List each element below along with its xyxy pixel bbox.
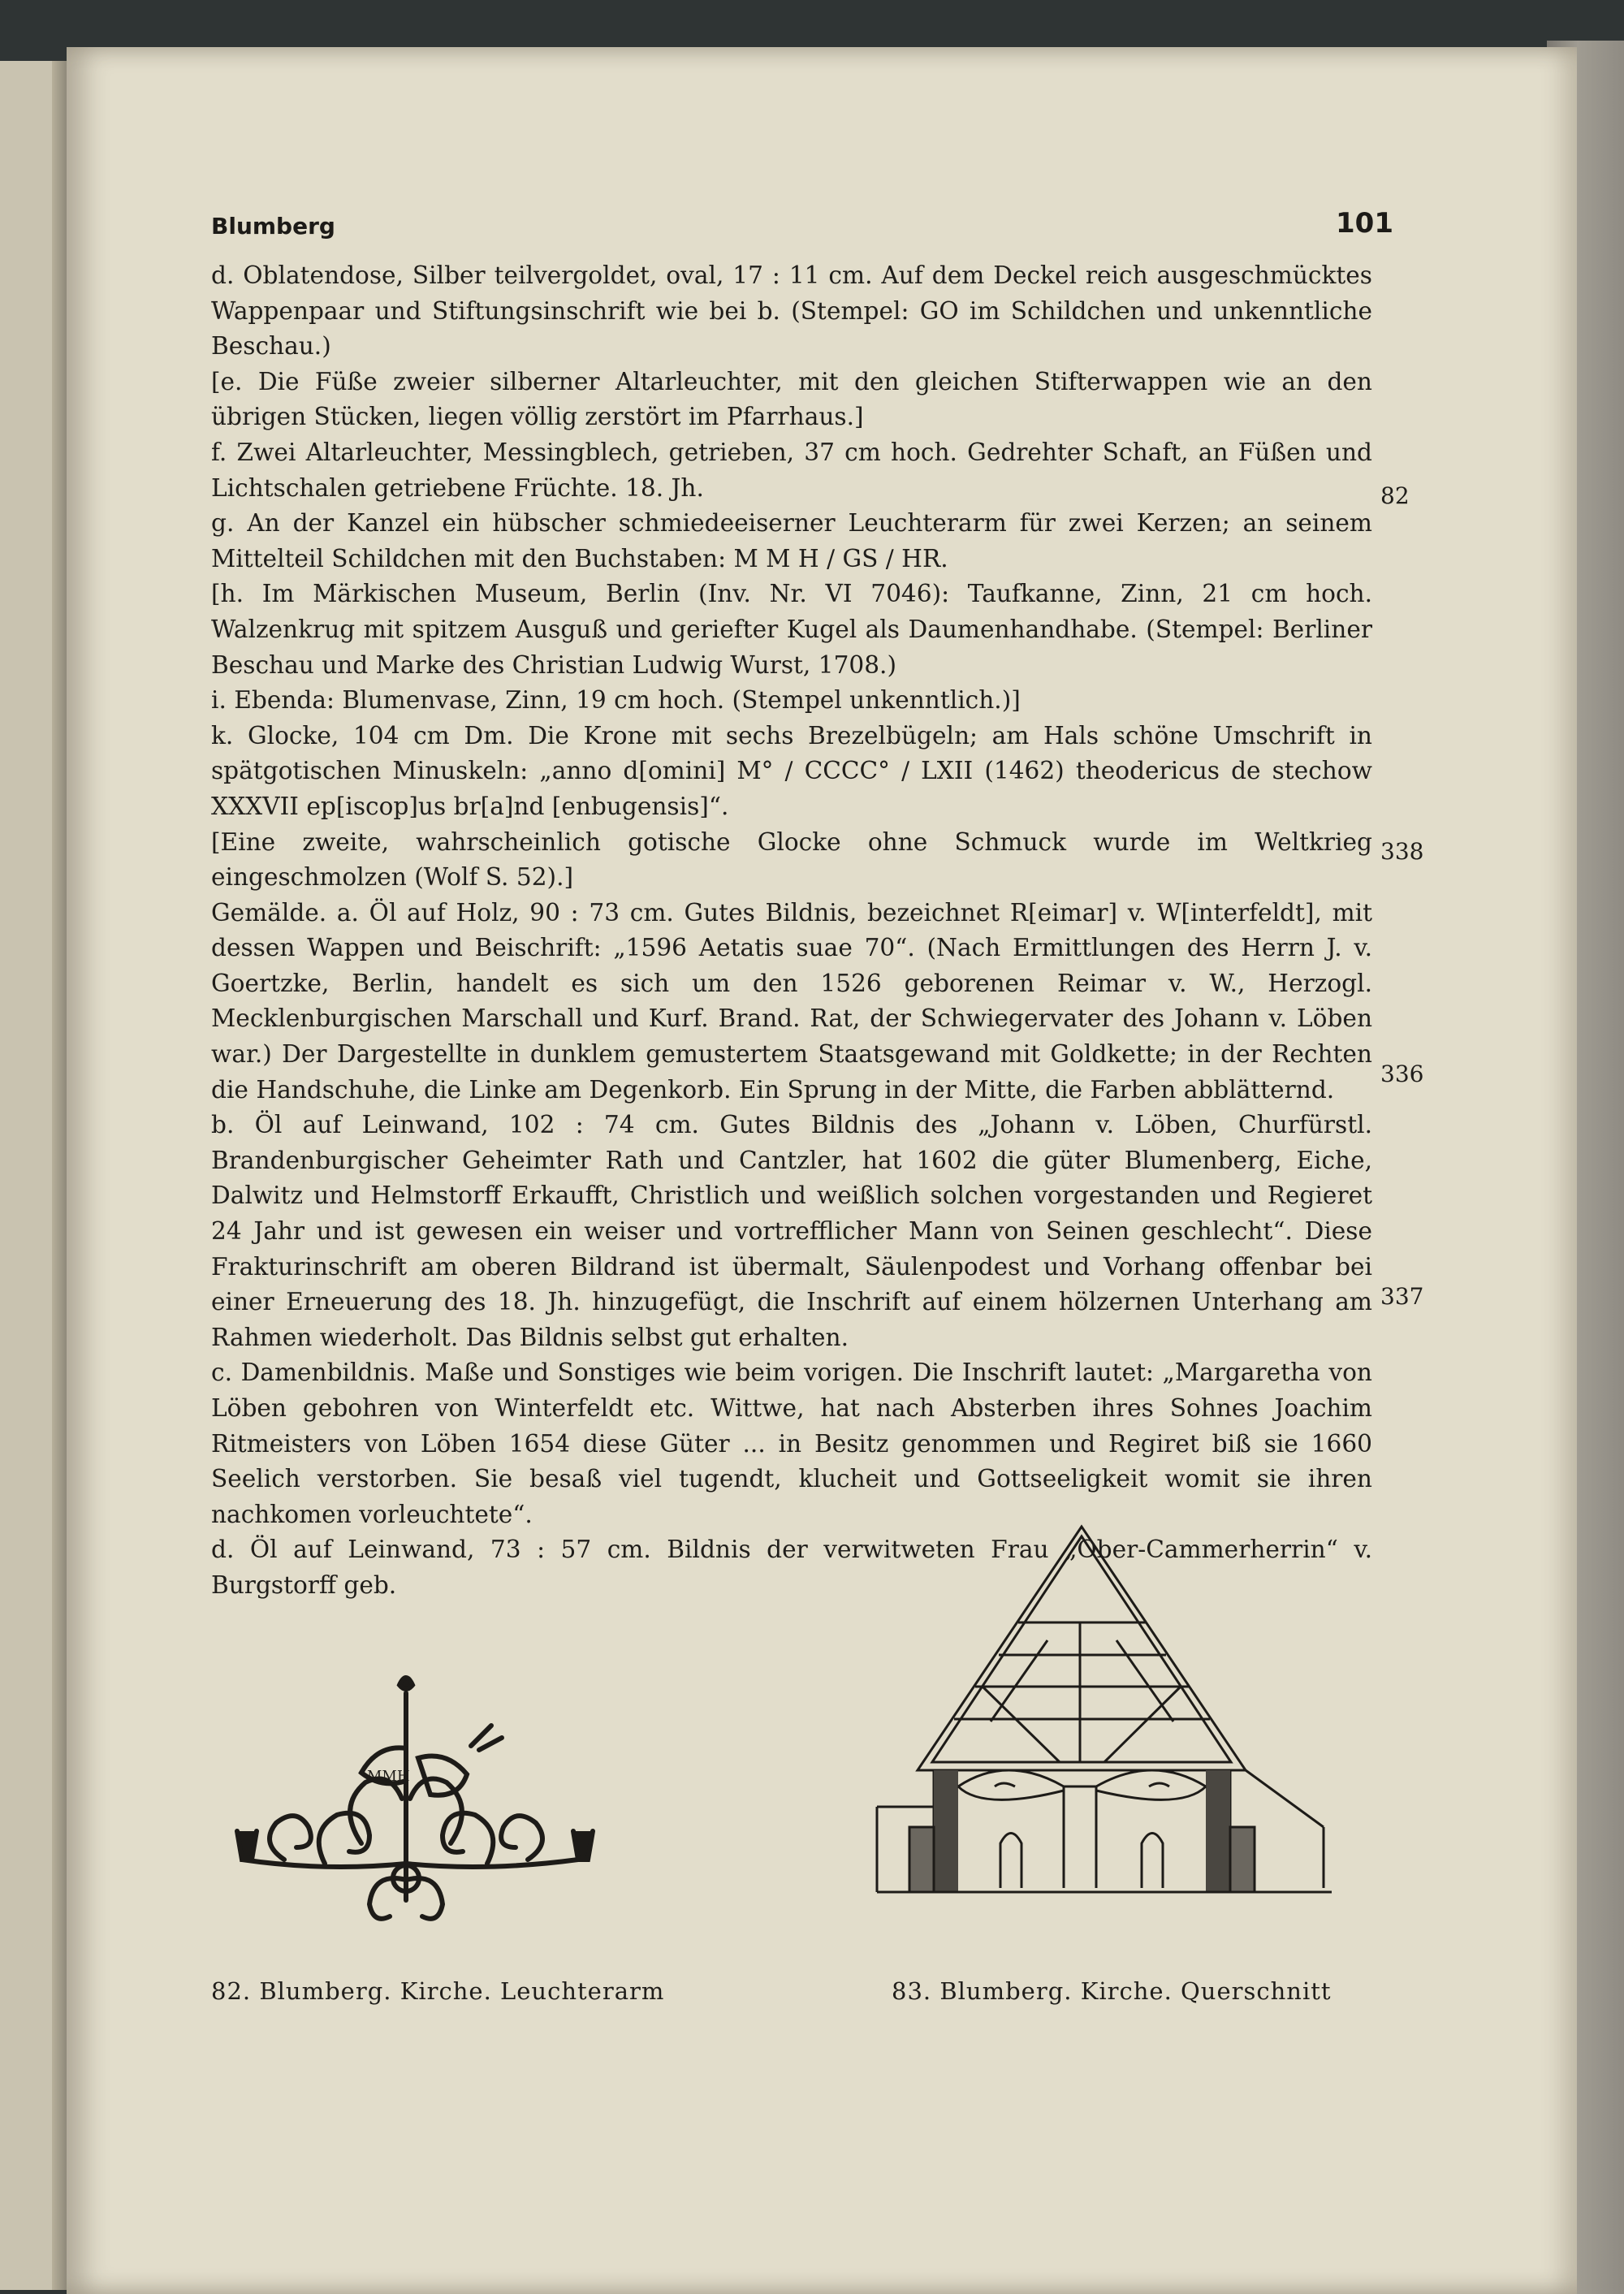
figure-82-caption: 82. Blumberg. Kirche. Leuchterarm <box>211 1977 665 2005</box>
entry-i-blumenvase: i. Ebenda: Blumenvase, Zinn, 19 cm hoch. (Stempel unkenntlich.)] <box>211 686 1021 715</box>
entry-g-leuchterarm: g. An der Kanzel ein hübscher schmiedeeiserner Leuchterarm für zwei Kerzen; an seinem Mittelteil Schildchen mit den Buchstaben: M M H / GS / HR. <box>211 509 1372 572</box>
monogram-mmh: MMH <box>367 1768 410 1785</box>
entry-d-oblatendose: d. Oblatendose, Silber teilvergoldet, oval, 17 : 11 cm. Auf dem Deckel reich ausgeschmücktes Wappenpaar und Stiftungsinschrift wie bei b. (Stempel: GO im Schildchen und unkenntliche Beschau.) <box>211 261 1372 361</box>
entry-zweite-glocke: [Eine zweite, wahrscheinlich gotische Glocke ohne Schmuck wurde im Weltkrieg eingeschmolzen (Wolf S. 52).] <box>211 827 1372 892</box>
entry-k-glocke: k. Glocke, 104 cm Dm. Die Krone mit sechs Brezelbügeln; am Hals schöne Umschrift in spätgotischen Minuskeln: „anno d[omini] M° / CCCC° / LXII (1462) theodericus de stechow XXXVII ep[iscop]us br[a]nd [enbugensis]“. <box>211 721 1372 820</box>
figure-querschnitt <box>861 1519 1348 1953</box>
entry-gemaelde-c: c. Damenbildnis. Maße und Sonstiges wie beim vorigen. Die Inschrift lautet: „Margaretha von Löben gebohren von Winterfeldt etc. Wittwe, hat nach Absterben ihres Sohnes Joachim Ritmeisters von Löben 1654 diese Güter ... in Besitz genommen und Regiret biß sie 1660 Seelich verstorben. Sie besaß viel tugendt, klucheit und Gottseeligkeit womit sie ihren nachkomen vorleuchtete“. <box>211 1359 1372 1528</box>
entry-gemaelde-a: Gemälde. a. Öl auf Holz, 90 : 73 cm. Gutes Bildnis, bezeichnet R[eimar] v. W[interfeldt], mit dessen Wappen und Beischrift: „1596 Aetatis suae 70“. (Nach Ermittlungen des Herrn J. v. Goertzke, Berlin, handelt es sich um den 1526 geborenen Reimar v. W., Herzogl. Mecklenburgischen Marschall und Kurf. Brand. Rat, der Schwiegervater des Johann v. Löben war.) Der Dargestellte in dunklem gemustertem Staatsgewand mit Goldkette; in der Rechten die Handschuhe, die Linke am Degenkorb. Ein Sprung in der Mitte, die Farben abblätternd. <box>211 898 1372 1104</box>
entry-h-taufkanne: [h. Im Märkischen Museum, Berlin (Inv. Nr. VI 7046): Taufkanne, Zinn, 21 cm hoch. Walzenkrug mit spitzem Ausguß und geriefter Kugel als Daumenhandhabe. (Stempel: Berliner Beschau und Marke des Christian Ludwig Wurst, 1708.) <box>211 580 1372 679</box>
marginal-ref: 338 <box>1380 838 1424 865</box>
figure-83-caption: 83. Blumberg. Kirche. Querschnitt <box>892 1977 1332 2005</box>
marginal-ref: 337 <box>1380 1283 1424 1310</box>
entry-e-altarleuchter-silber: [e. Die Füße zweier silberner Altarleuchter, mit den gleichen Stifterwappen wie an den übrigen Stücken, liegen völlig zerstört im Pfarrhaus.] <box>211 367 1372 431</box>
entry-f-altarleuchter-messing: f. Zwei Altarleuchter, Messingblech, getrieben, 37 cm hoch. Gedrehter Schaft, an Füßen und Lichtschalen getriebene Früchte. 18. Jh. <box>211 438 1372 502</box>
cross-section-drawing <box>861 1519 1348 1953</box>
figure-leuchterarm <box>227 1669 617 1929</box>
body-text <box>211 258 1372 1604</box>
running-head: Blumberg <box>211 213 335 240</box>
entry-gemaelde-b: b. Öl auf Leinwand, 102 : 74 cm. Gutes Bildnis des „Johann v. Löben, Churfürstl. Brandenburgischer Geheimter Rath und Cantzler, hat 1602 die güter Blumenberg, Eiche, Dalwitz und Helmstorff Erkaufft, Christlich und weißlich solchen vorgestanden und Regieret 24 Jahr und ist gewesen ein weiser und vortrefflicher Mann von Seinen geschlecht“. Diese Frakturinschrift am oberen Bildrand ist übermalt, Säulenpodest und Vorhang offenbar bei einer Erneuerung des 18. Jh. hinzugefügt, die Inschrift auf einem hölzernen Unterhang am Rahmen wiederholt. Das Bildnis selbst gut erhalten. <box>211 1111 1372 1351</box>
page-number: 101 <box>1336 207 1393 240</box>
candle-arm-drawing <box>227 1669 617 1929</box>
entry-gemaelde-d: d. Öl auf Leinwand, 73 : 57 cm. Bildnis der verwitweten Frau „Ober-Cammerherrin“ v. Burgstorff geb. <box>211 1536 1372 1599</box>
page-gutter <box>52 61 67 2290</box>
marginal-ref: 82 <box>1380 482 1410 509</box>
marginal-ref: 336 <box>1380 1061 1424 1087</box>
